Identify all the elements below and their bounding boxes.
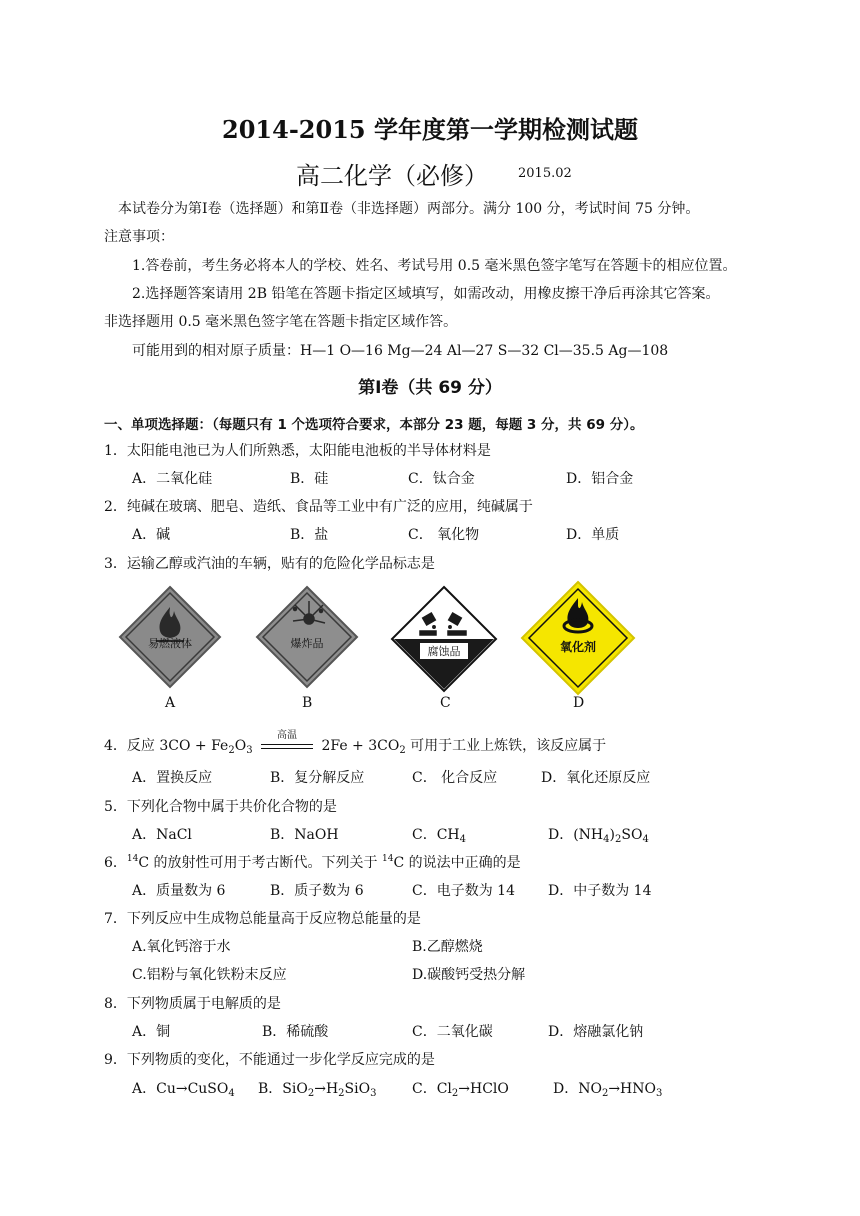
note-2b: 非选择题用 0.5 毫米黑色签字笔在答题卡指定区域作答。 (104, 314, 458, 330)
question-4: 4．反应 $3CO + Fe_2O_3$ 高温 $2Fe + 3CO_2$ 可用于工业上炼铁，该反应属于 (104, 735, 606, 755)
q9-option-d: D．$NO_2\to HNO_3$ (553, 1081, 663, 1099)
sign-c-letter: C (440, 695, 451, 711)
q2-option-c: C． 氧化物 (408, 527, 480, 543)
q8-option-b: B．稀硫酸 (262, 1024, 329, 1040)
q8-option-d: D．熔融氯化钠 (548, 1024, 644, 1040)
question-3: 3．运输乙醇或汽油的车辆，贴有的危险化学品标志是 (104, 556, 435, 572)
sign-d-letter: D (573, 695, 585, 711)
q7-option-d: D.碳酸钙受热分解 (412, 967, 526, 983)
sign-d-label: 氧化剂 (559, 640, 596, 654)
q4-option-c: C． 化合反应 (412, 770, 498, 786)
note-1: 1.答卷前，考生务必将本人的学校、姓名、考试号用 0.5 毫米黑色签字笔写在答题卡的相应位置。 (132, 258, 737, 274)
sign-b-label: 爆炸品 (290, 637, 324, 650)
hazard-sign-corrosive (390, 585, 498, 693)
hazard-sign-oxidizer (520, 580, 636, 696)
q8-option-a: A．铜 (132, 1024, 171, 1040)
question-9: 9．下列物质的变化，不能通过一步化学反应完成的是 (104, 1052, 435, 1068)
q9-option-b: B．$SiO_2\to H_2SiO_3$ (258, 1081, 377, 1099)
q5-option-d: D．$(NH_4)_2SO_4$ (548, 827, 649, 845)
question-7: 7．下列反应中生成物总能量高于反应物总能量的是 (104, 911, 421, 927)
q6-option-c: C．电子数为 14 (412, 883, 515, 899)
equilibrium-arrow (261, 730, 313, 753)
q2-option-a: A．碱 (132, 527, 171, 543)
q1-option-a: A．二氧化硅 (132, 471, 213, 487)
q7-option-b: B.乙醇燃烧 (412, 939, 483, 955)
exam-title: 2014-2015 学年度第一学期检测试题 (222, 115, 638, 144)
atomic-masses: 可能用到的相对原子质量：H—1 O—16 Mg—24 Al—27 S—32 Cl—35.5 Ag—108 (132, 343, 669, 359)
q6-option-d: D．中子数为 14 (548, 883, 652, 899)
q4-option-a: A．置换反应 (132, 770, 213, 786)
q7-option-c: C.铝粉与氧化铁粉末反应 (132, 967, 287, 983)
reaction-condition: 高温 (277, 730, 298, 741)
part-heading: 一、单项选择题：（每题只有 1 个选项符合要求，本部分 23 题，每题 3 分，共 69 分）。 (104, 417, 644, 433)
q9-option-c: C．$Cl_2\to HClO$ (412, 1081, 509, 1099)
sign-b-letter: B (302, 695, 313, 711)
exam-subtitle: 高二化学（必修） (296, 162, 488, 190)
q9-option-a: A．Cu→CuSO$_4$ (132, 1081, 235, 1099)
sign-a-letter: A (165, 695, 176, 711)
question-8: 8．下列物质属于电解质的是 (104, 996, 281, 1012)
q5-option-a: A．NaCl (132, 827, 192, 843)
q6-option-a: A．质量数为 6 (132, 883, 226, 899)
notes-label: 注意事项： (104, 229, 174, 245)
sign-c-label: 腐蚀品 (427, 645, 461, 658)
hazard-sign-flammable-liquid (118, 585, 222, 689)
q1-option-c: C．钛合金 (408, 471, 475, 487)
q4-option-b: B．复分解反应 (270, 770, 365, 786)
q1-option-b: B．硅 (290, 471, 329, 487)
q5-option-b: B．NaOH (270, 827, 339, 843)
section-title: 第Ⅰ卷（共 69 分） (358, 378, 502, 398)
question-5: 5．下列化合物中属于共价化合物的是 (104, 799, 337, 815)
q8-option-c: C．二氧化碳 (412, 1024, 493, 1040)
q4-option-d: D．氧化还原反应 (541, 770, 651, 786)
question-1: 1．太阳能电池已为人们所熟悉，太阳能电池板的半导体材料是 (104, 443, 491, 459)
q7-option-a: A.氧化钙溶于水 (132, 939, 231, 955)
sign-a-label: 易燃液体 (148, 637, 192, 650)
intro-line: 本试卷分为第Ⅰ卷（选择题）和第Ⅱ卷（非选择题）两部分。满分 100 分，考试时间 75 分钟。 (118, 201, 700, 217)
note-2a: 2.选择题答案请用 2B 铅笔在答题卡指定区域填写，如需改动，用橡皮擦干净后再涂其它答案。 (132, 286, 720, 302)
question-2: 2．纯碱在玻璃、肥皂、造纸、食品等工业中有广泛的应用，纯碱属于 (104, 499, 533, 515)
question-6: 6．$^{14}$C 的放射性可用于考古断代。下列关于 $^{14}$C 的说法中正确的是 (104, 854, 521, 871)
q1-option-d: D．铝合金 (566, 471, 634, 487)
hazard-sign-explosive (255, 585, 359, 689)
q2-option-b: B．盐 (290, 527, 329, 543)
q5-option-c: C．$CH_4$ (412, 827, 467, 845)
q2-option-d: D．单质 (566, 527, 620, 543)
exam-date: 2015.02 (518, 166, 572, 181)
q6-option-b: B．质子数为 6 (270, 883, 364, 899)
